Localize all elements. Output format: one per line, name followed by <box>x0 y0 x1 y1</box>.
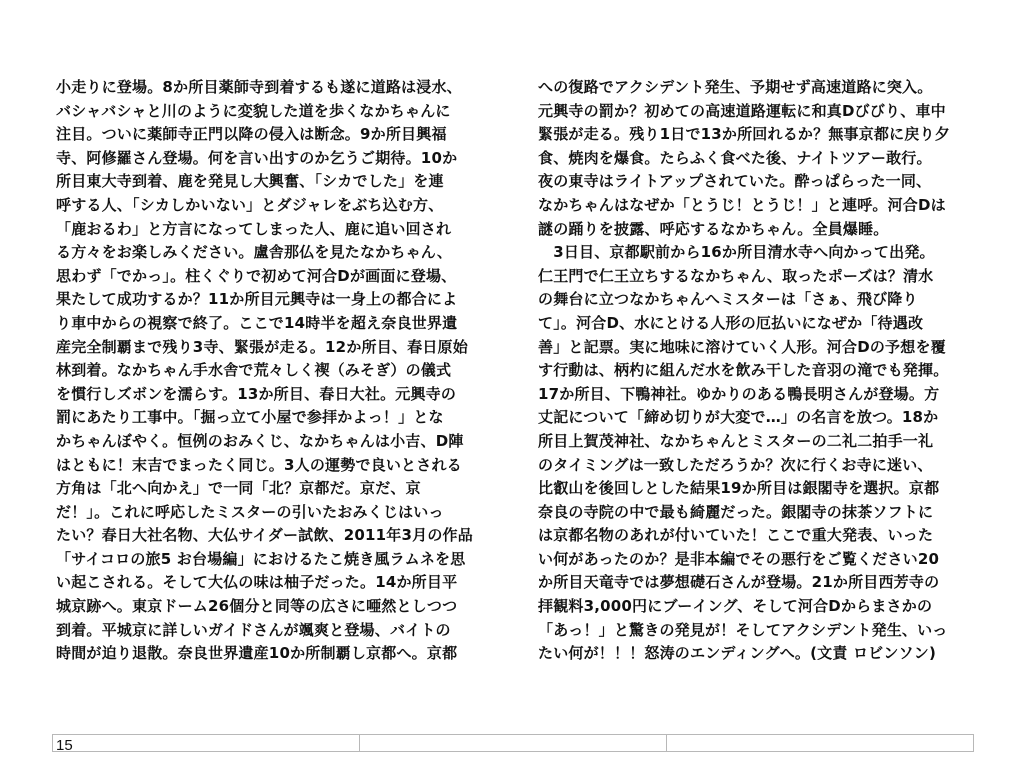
text-line: 「鹿おるわ」と方言になってしまった人、鹿に追い回され <box>56 219 452 238</box>
text-line: のタイミングは一致しただろうか？次に行くお寺に迷い、 <box>538 455 933 474</box>
text-line: なかちゃんはなぜか「とうじ！とうじ！」と連呼。河合Dは <box>538 195 946 214</box>
text-line: 小走りに登場。8か所目薬師寺到着するも遂に道路は浸水、 <box>56 78 462 96</box>
text-line: 善」と記票。実に地味に溶けていく人形。河合Dの予想を覆 <box>538 337 946 356</box>
page-footer <box>52 734 974 752</box>
text-line: バシャバシャと川のように変貌した道を歩くなかちゃんに <box>56 101 451 120</box>
text-line: 所目上賀茂神社、なかちゃんとミスターの二礼二拍手一礼 <box>538 431 934 450</box>
text-line: 注目。ついに薬師寺正門以降の侵入は断念。9か所目興福 <box>56 125 447 144</box>
text-line: 謎の踊りを披露、呼応するなかちゃん。全員爆睡。 <box>538 219 889 238</box>
text-line: 果たして成功するか？11か所目元興寺は一身上の都合によ <box>56 290 458 309</box>
text-line: 仁王門で仁王立ちするなかちゃん、取ったポーズは？清水 <box>538 266 934 285</box>
text-line: 拝観料3,000円にブーイング、そして河合Dからまさかの <box>538 597 933 616</box>
page-number: 15 <box>56 737 73 754</box>
footer-cell-left <box>53 735 360 754</box>
text-line: 罰にあたり工事中。「掘っ立て小屋で参拝かよっ！」とな <box>56 408 444 427</box>
text-line: 産完全制覇まで残り3寺、緊張が走る。12か所目、春日原始 <box>56 337 468 356</box>
text-line: 緊張が走る。残り1日で13か所回れるか？無事京都に戻り夕 <box>538 125 950 144</box>
text-line: 夜の東寺はライトアップされていた。酔っぱらった一同、 <box>538 172 932 191</box>
text-line: 奈良の寺院の中で最も綺麗だった。銀閣寺の抹茶ソフトに <box>538 502 934 521</box>
text-line: り車中からの視察で終了。ここで14時半を超え奈良世界遺 <box>56 313 458 332</box>
text-line: 元興寺の罰か？初めての高速道路運転に和真Dびびり、車中 <box>538 101 946 120</box>
footer-cell-right <box>667 735 973 751</box>
text-line: の舞台に立つなかちゃんへミスターは「さぁ、飛び降り <box>538 290 918 309</box>
text-line: 所目東大寺到着、鹿を発見し大興奮、「シカでした」を連 <box>56 172 444 191</box>
text-line: る方々をお楽しみください。盧舎那仏を見たなかちゃん、 <box>56 243 453 262</box>
text-line: 寺、阿修羅さん登場。何を言い出すのか乞うご期待。10か <box>56 148 458 167</box>
text-line: 「サイコロの旅5 お台場編」におけるたこ焼き風ラムネを思 <box>56 549 466 568</box>
text-line: 思わず「でかっ」。柱くぐりで初めて河合Dが画面に登場、 <box>56 266 457 285</box>
text-line: を慣行しズボンを濡らす。13か所目、春日大社。元興寺の <box>56 384 457 403</box>
text-line: い何があったのか？是非本編でその悪行をご覧ください20 <box>538 549 940 568</box>
text-line: 時間が迫り退散。奈良世界遺産10か所制覇し京都へ。京都 <box>56 644 458 663</box>
text-line: 到着。平城京に詳しいガイドさんが颯爽と登場、バイトの <box>56 620 451 639</box>
text-line: への復路でアクシデント発生、予期せず高速道路に突入。 <box>538 78 933 96</box>
text-line: 17か所目、下鴨神社。ゆかりのある鴨長明さんが登場。方 <box>538 384 940 403</box>
text-line: 食、焼肉を爆食。たらふく食べた後、ナイトツアー敢行。 <box>538 148 932 167</box>
text-line: 呼する人、「シカしかいない」とダジャレをぶち込む方、 <box>56 195 444 214</box>
text-line: だ！」。これに呼応したミスターの引いたおみくじはいっ <box>56 502 444 521</box>
text-line: 丈記について「締め切りが大変で…」の名言を放つ。18か <box>538 408 939 427</box>
text-line: か所目天竜寺では夢想礎石さんが登場。21か所目西芳寺の <box>538 573 940 592</box>
text-line: 城京跡へ。東京ドーム26個分と同等の広さに唖然としつつ <box>56 597 458 616</box>
text-line: 方角は「北へ向かえ」で一同「北？京都だ。京だ、京 <box>56 479 421 498</box>
text-line: す行動は、柄杓に組んだ水を飲み干した音羽の滝でも発揮。 <box>538 361 949 380</box>
text-line: 林到着。なかちゃん手水舎で荒々しく禊（みそぎ）の儀式 <box>56 361 452 380</box>
text-line: は京都名物のあれが付いていた！ここで重大発表、いった <box>538 526 934 545</box>
left-text-column <box>56 76 484 666</box>
text-line: い起こされる。そして大仏の味は柚子だった。14か所目平 <box>56 573 458 592</box>
text-line: 3日目、京都駅前から16か所目清水寺へ向かって出発。 <box>538 243 935 262</box>
right-text-column <box>538 76 970 666</box>
text-line: て」。河合D、水にとける人形の厄払いになぜか「待遇改 <box>538 313 924 332</box>
text-line: 「あっ！」と驚きの発見が！そしてアクシデント発生、いっ <box>538 620 948 639</box>
text-line: はともに！末吉でまったく同じ。3人の運勢で良いとされる <box>56 455 462 474</box>
text-line: 比叡山を後回しとした結果19か所目は銀閣寺を選択。京都 <box>538 479 940 498</box>
text-line: たい何が！！！怒涛のエンディングへ。(文責 ロビンソン) <box>538 644 937 663</box>
footer-cell-center <box>360 735 667 751</box>
text-line: たい？春日大社名物、大仏サイダー試飲、2011年3月の作品 <box>56 526 473 545</box>
text-line: かちゃんぼやく。恒例のおみくじ、なかちゃんは小吉、D陣 <box>56 431 464 450</box>
